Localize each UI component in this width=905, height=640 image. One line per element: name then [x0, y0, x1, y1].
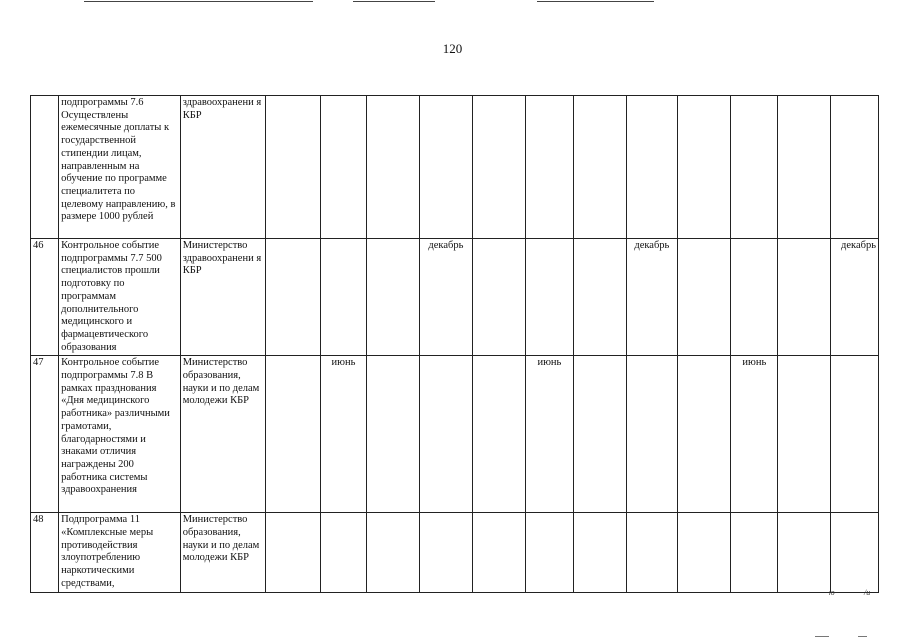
month-cell [321, 513, 366, 593]
month-cell [731, 513, 778, 593]
header-rule-right [537, 1, 654, 2]
responsible-executor: Министерство образования, науки и по делам молодежи КБР [180, 513, 265, 593]
scan-mark-left [815, 636, 829, 637]
month-cell [626, 513, 677, 593]
month-cell [526, 513, 573, 593]
month-cell: декабрь [830, 239, 878, 356]
table-row [31, 513, 879, 593]
table-row [31, 96, 879, 239]
month-cell [419, 356, 472, 513]
page-number: 120 [442, 41, 463, 56]
month-cell [366, 239, 419, 356]
month-cell [419, 513, 472, 593]
event-description: Контрольное событие подпрограммы 7.7 500 специалистов прошли подготовку по программам дополнительного медицинского и фармацевтического образования [59, 239, 181, 356]
month-cell [473, 356, 526, 513]
month-cell [731, 239, 778, 356]
header-rule-middle [353, 1, 435, 2]
row-number [31, 96, 59, 239]
table-row [31, 356, 879, 513]
footer-mark-right: /и [864, 588, 871, 597]
month-cell [626, 356, 677, 513]
responsible-executor: Министерство здравоохранени я КБР [180, 239, 265, 356]
month-cell [830, 513, 878, 593]
row-number: 48 [31, 513, 59, 593]
month-cell [778, 96, 830, 239]
month-cell [626, 96, 677, 239]
month-cell [526, 96, 573, 239]
header-rule-left [84, 1, 313, 2]
month-cell [266, 96, 321, 239]
month-cell [266, 239, 321, 356]
month-cell [419, 96, 472, 239]
event-description: Подпрограмма 11 «Комплексные меры противодействия злоупотреблению наркотическими средствами, [59, 513, 181, 593]
month-cell [321, 239, 366, 356]
month-cell [473, 239, 526, 356]
month-cell [677, 513, 730, 593]
month-cell [778, 513, 830, 593]
month-cell [366, 513, 419, 593]
month-cell [677, 356, 730, 513]
month-cell [677, 239, 730, 356]
month-cell [321, 96, 366, 239]
month-cell [573, 239, 626, 356]
row-number: 46 [31, 239, 59, 356]
month-cell: июнь [526, 356, 573, 513]
event-description: подпрограммы 7.6 Осуществлены ежемесячные доплаты к государственной стипендии лицам, направленным на обучение по программе специалитета по целевому направлению, в размере 1000 рублей [59, 96, 181, 239]
responsible-executor: здравоохранени я КБР [180, 96, 265, 239]
month-cell [573, 513, 626, 593]
month-cell [366, 96, 419, 239]
month-cell [573, 96, 626, 239]
month-cell: июнь [321, 356, 366, 513]
month-cell: июнь [731, 356, 778, 513]
month-cell [573, 356, 626, 513]
month-cell [266, 356, 321, 513]
month-cell [731, 96, 778, 239]
schedule-table [30, 95, 879, 593]
scan-mark-right [858, 636, 867, 637]
event-description: Контрольное событие подпрограммы 7.8 В рамках празднования «Дня медицинского работника» различными грамотами, благодарностями и знаками отличия награждены 200 работника системы здравоохранения [59, 356, 181, 513]
month-cell [526, 239, 573, 356]
month-cell [473, 513, 526, 593]
month-cell: декабрь [419, 239, 472, 356]
month-cell [266, 513, 321, 593]
month-cell [473, 96, 526, 239]
month-cell [830, 356, 878, 513]
month-cell [778, 356, 830, 513]
responsible-executor: Министерство образования, науки и по делам молодежи КБР [180, 356, 265, 513]
month-cell [778, 239, 830, 356]
month-cell [366, 356, 419, 513]
row-number: 47 [31, 356, 59, 513]
table-row [31, 239, 879, 356]
month-cell: декабрь [626, 239, 677, 356]
month-cell [830, 96, 878, 239]
footer-mark-left: ю [829, 588, 835, 597]
month-cell [677, 96, 730, 239]
